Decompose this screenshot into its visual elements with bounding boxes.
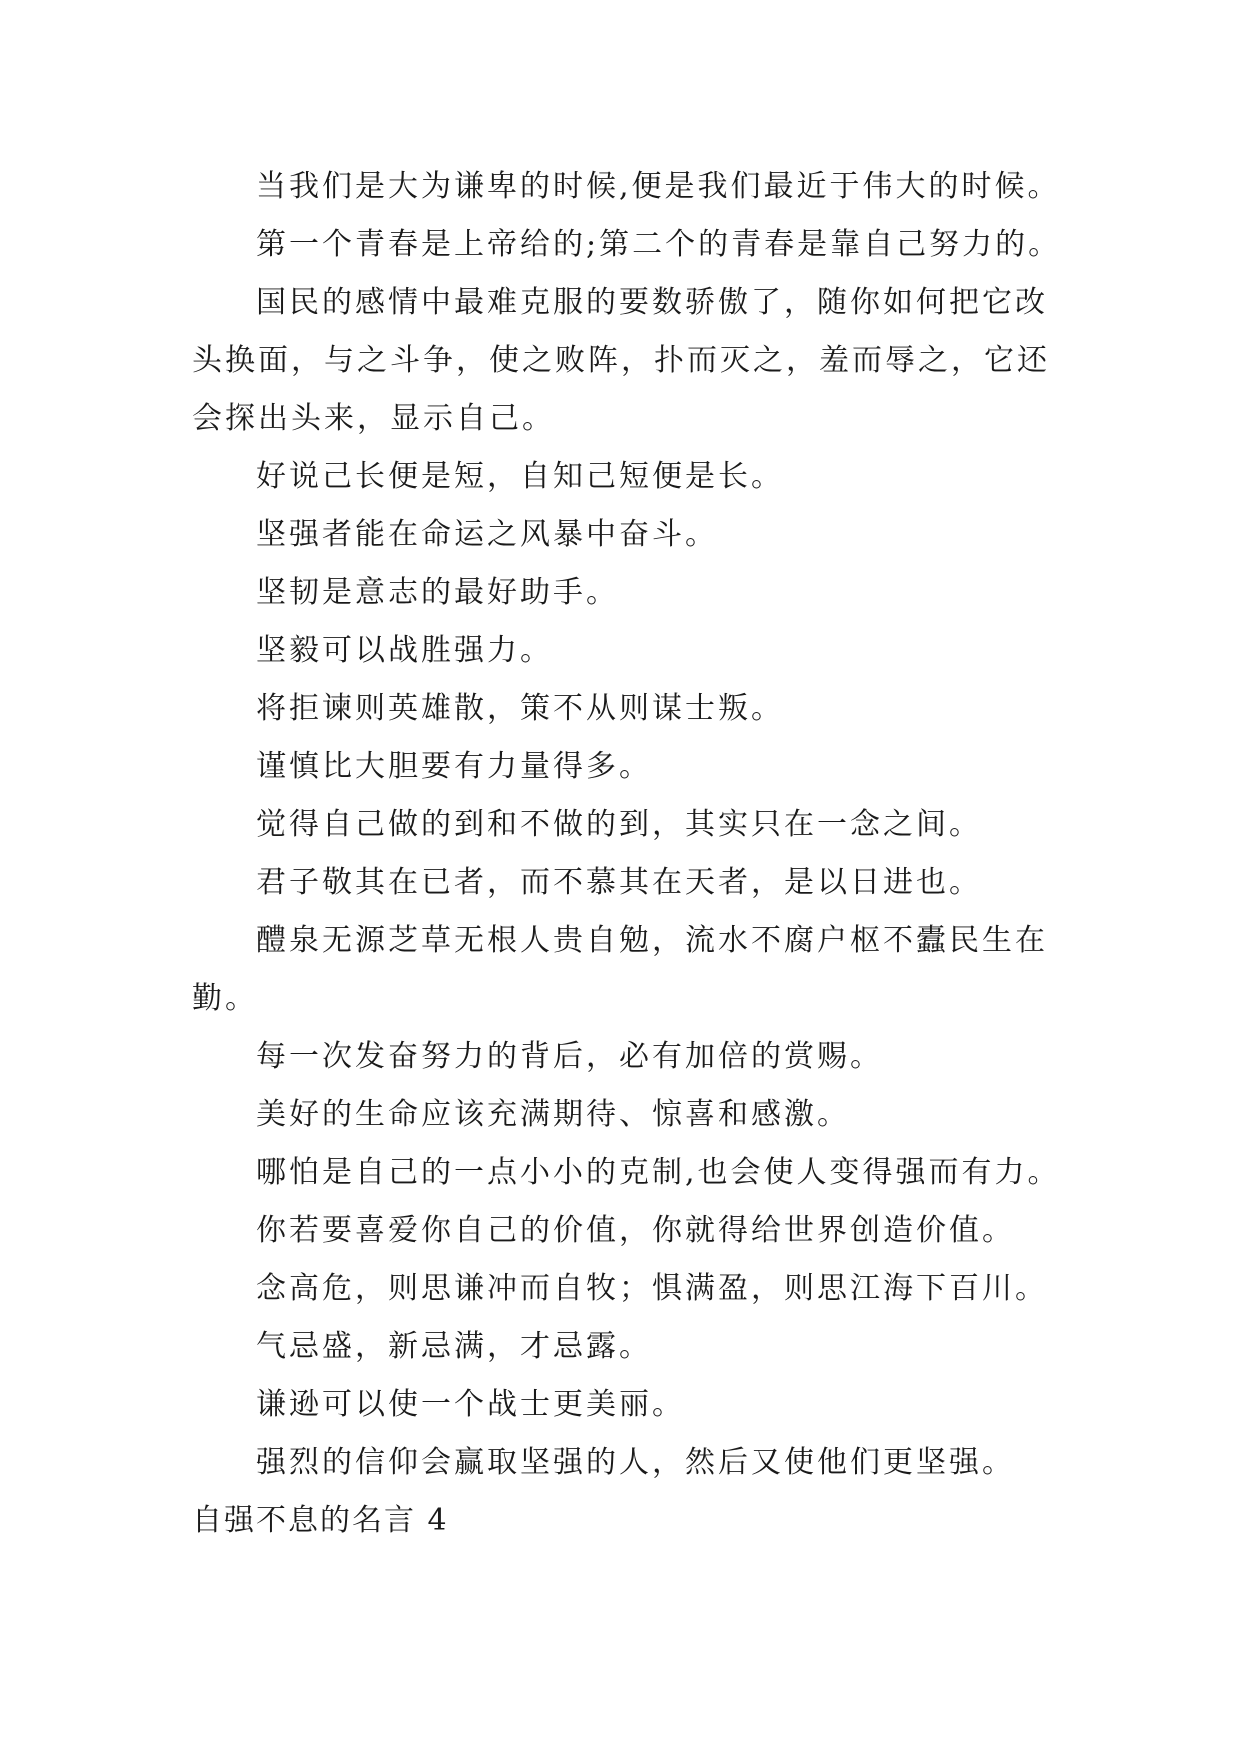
paragraph-line: 气忌盛，新忌满，才忌露。 <box>256 1329 652 1364</box>
paragraph-line: 念高危，则思谦冲而自牧；惧满盈，则思江海下百川。 <box>256 1271 1048 1306</box>
document-body <box>192 158 1092 1550</box>
paragraph-line: 头换面，与之斗争，使之败阵，扑而灭之，羞而辱之，它还 <box>192 343 1050 378</box>
paragraph-line: 每一次发奋努力的背后，必有加倍的赏赐。 <box>256 1039 883 1074</box>
paragraph-line: 美好的生命应该充满期待、惊喜和感激。 <box>256 1097 850 1132</box>
paragraph-line: 醴泉无源芝草无根人贵自勉，流水不腐户枢不蠹民生在 <box>256 923 1048 958</box>
paragraph-line: 好说己长便是短，自知己短便是长。 <box>256 459 784 494</box>
paragraph-line: 坚韧是意志的最好助手。 <box>256 575 619 610</box>
paragraph-line: 第一个青春是上帝给的;第二个的青春是靠自己努力的。 <box>256 227 1062 262</box>
paragraph-line: 坚毅可以战胜强力。 <box>256 633 553 668</box>
section-heading: 自强不息的名言 4 <box>192 1503 449 1538</box>
paragraph-line: 觉得自己做的到和不做的到，其实只在一念之间。 <box>256 807 982 842</box>
paragraph-line: 谦逊可以使一个战士更美丽。 <box>256 1387 685 1422</box>
paragraph-line: 谨慎比大胆要有力量得多。 <box>256 749 652 784</box>
paragraph-line: 强烈的信仰会赢取坚强的人，然后又使他们更坚强。 <box>256 1445 1015 1480</box>
paragraph-line: 勤。 <box>192 981 258 1016</box>
paragraph-line: 哪怕是自己的一点小小的克制,也会使人变得强而有力。 <box>256 1155 1061 1190</box>
paragraph-line: 你若要喜爱你自己的价值，你就得给世界创造价值。 <box>256 1213 1015 1248</box>
paragraph-line: 将拒谏则英雄散，策不从则谋士叛。 <box>256 691 784 726</box>
paragraph-line: 会探出头来，显示自己。 <box>192 401 555 436</box>
paragraph-line: 坚强者能在命运之风暴中奋斗。 <box>256 517 718 552</box>
paragraph-line: 国民的感情中最难克服的要数骄傲了，随你如何把它改 <box>256 285 1048 320</box>
paragraph-line: 当我们是大为谦卑的时候,便是我们最近于伟大的时候。 <box>256 169 1061 204</box>
paragraph-line: 君子敬其在已者，而不慕其在天者，是以日进也。 <box>256 865 982 900</box>
